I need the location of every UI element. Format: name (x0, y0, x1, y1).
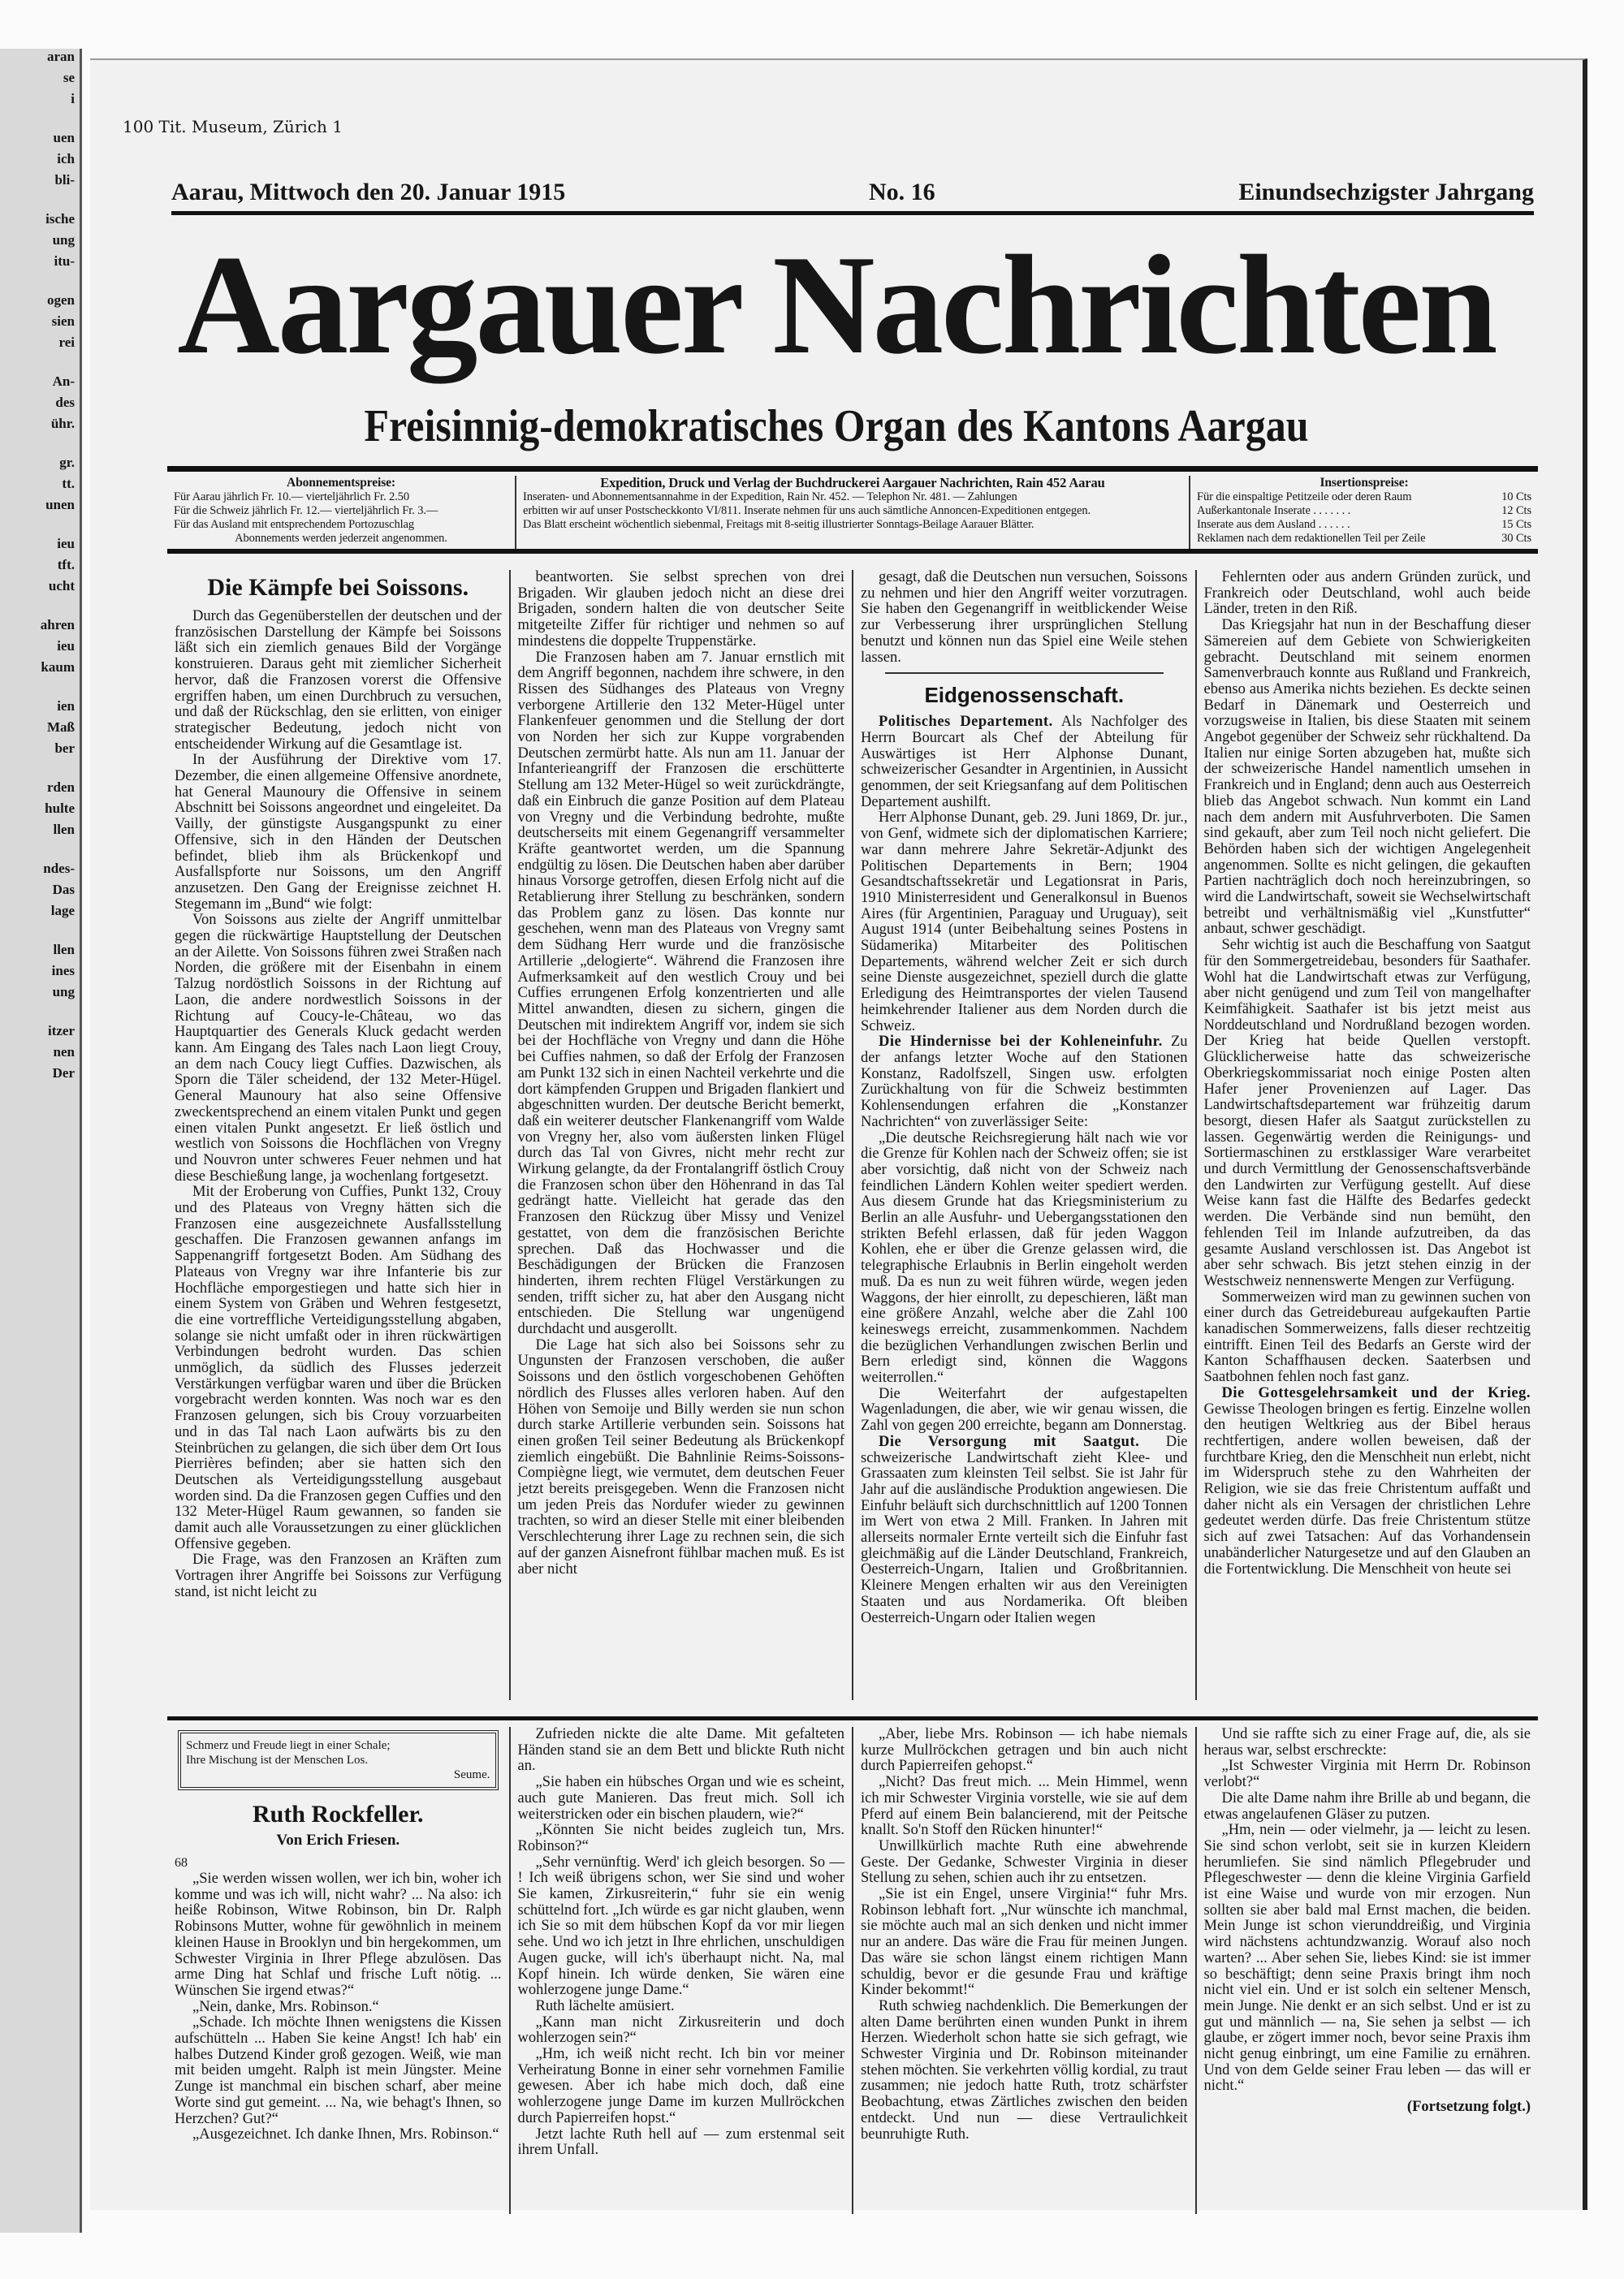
adjacent-page-fragment: ber (54, 740, 75, 756)
subscription-prices (167, 476, 516, 549)
publisher-title: Expedition, Druck und Verlag der Buchdruckerei Aargauer Nachrichten, Rain 452 Aarau (600, 476, 1105, 490)
paragraph-text: Durch das Gegenüberstellen der deutschen und der französischen Darstellung der Kämpfe bei Soissons läßt sich ein ziemlich genaues Bild der Vorgänge konstruieren. Daraus geht mit ziemlicher Sicherheit hervor, daß die Franzosen vorerst die Offensive ergriffen haben, um einen Durchbruch zu versuchen, und daß der Rückschlag, den sie erlitten, von einiger strategischer Bedeutung, jedoch nicht von entscheidender Wirkung auf die Gesamtlage ist. (175, 608, 502, 753)
ad-price: 15 Cts (1501, 518, 1531, 531)
paragraph (518, 2015, 845, 2047)
feuilleton-column-4 (1197, 1727, 1539, 2214)
adjacent-page-fragment: ieu (57, 536, 75, 551)
paragraph-lead: Die Gottesgelehrsamkeit und der Krieg. (1221, 1384, 1531, 1401)
paragraph-lead: Politisches Departement. (879, 714, 1053, 731)
ad-price-label: Reklamen nach dem redaktionellen Teil per Zeile (1197, 532, 1426, 545)
paragraph-text: Zu der anfangs letzter Woche auf den Stationen Konstanz, Radolfszell, Singen usw. erfolgten Zurückhaltung von für die Schweiz bestimmten Kohlensendungen erfahren die „Konstanzer Nachrichten“ von zuverlässiger Seite: (861, 1034, 1188, 1130)
paragraph (518, 1855, 845, 1999)
paragraph-text: „Schade. Ich möchte Ihnen wenigstens die Kissen aufschütteln ... Haben Sie keine Angst! Ich hab' ein halbes Dutzend Kinder groß gezogen. Weiß, wie man mit beiden umgeht. Ralph ist mein Jüngster. Meine Zunge ist manchmal ein bischen scharf, aber meine Worte sind gut gemeint. ... Na, wie behagt's Ihnen, so Herzchen? Gut?“ (175, 2014, 502, 2127)
column-4 (1197, 570, 1539, 1700)
adjacent-page-fragment: bli- (54, 172, 75, 188)
adjacent-page-fragment: ucht (48, 578, 75, 593)
article-body (1204, 570, 1531, 1578)
paragraph-text: Als Nachfolger des Herrn Bourcart als Chef der Abteilung für Auswärtiges ist Herr Alphonse Dunant, schweizerischer Gesandter in Argentinien, in Aussicht genommen, der seit Kriegsanfang auf dem Politischen Departement aushilft. (861, 714, 1188, 810)
adjacent-page-fragment: tft. (57, 557, 75, 572)
paragraph (1204, 570, 1531, 618)
paragraph (861, 570, 1188, 666)
subscription-line: Für die Schweiz jährlich Fr. 12.— vierteljährlich Fr. 3.— (174, 504, 438, 517)
paragraph-text: Herr Alphonse Dunant, geb. 29. Juni 1869, Dr. jur., von Genf, widmete sich der diplomatischen Karriere; war dann mehrere Jahre Sekretär-Adjunkt des Politischen Departements in Bern; 1904 Gesandtschaftssekretär und Legationsrat in Paris, 1910 Ministerresident und Generalkonsul in Buenos Aires (für Argentinien, Paraguay und Uruguay), seit August 1914 (unter Beibehaltung seines Postens in Südamerika) Mitarbeiter des Politischen Departements, während welcher Zeit er sich durch seine Dienste ausgezeichnet, speziell durch die glatte Erledigung des Heimtransportes der vielen Tausend heimkehrender Italiener aus dem Norden durch die Schweiz. (861, 809, 1188, 1034)
paragraph (861, 1839, 1188, 1887)
continued-note: (Fortsetzung folgt.) (1406, 2099, 1531, 2116)
paragraph (518, 570, 845, 650)
paragraph (861, 1034, 1188, 1130)
paragraph-text: gesagt, daß die Deutschen nun versuchen, Soissons zu nehmen und hier den Angriff weiter vorzutragen. Sie haben den Gegenangriff in weitblickender Weise zur Verbesserung ihrer ursprünglichen Stellung benutzt und können nun das Spiel eine Weile stehen lassen. (861, 570, 1188, 666)
paragraph-text: „Könnten Sie nicht beides zugleich tun, Mrs. Robinson?“ (517, 1822, 844, 1854)
motto-author: Seume. (453, 1768, 490, 1781)
info-bar (167, 466, 1538, 554)
paragraph-text: „Sie haben ein hübsches Organ und wie es scheint, auch gute Manieren. Das freut mich. Soll ich weiterstricken oder ein bischen plaudern, wie?“ (517, 1774, 844, 1823)
adjacent-page-fragment: ieu (57, 638, 75, 654)
ad-price: 12 Cts (1501, 504, 1531, 517)
adjacent-page-fragment: aran (47, 49, 75, 64)
section-divider (885, 672, 1164, 674)
paragraph-text: Die Lage hat sich also bei Soissons sehr zu Ungunsten der Franzosen verschoben, die außer Soissons und den östlich vorgeschobenen Gehöften nördlich des Flusses alles verloren haben. Auf den Höhen von Semoije und Billy werden sie nun schon durch starke Artillerie verbunden sein. Soissons hat einen großen Teil seiner Bedeutung als Brückenkopf ziemlich eingebüßt. Die Bahnlinie Reims-Soissons-Compiègne liegt, wie vermutet, dem deutschen Feuer jetzt bereits preisgegeben. Wenn die Franzosen nicht um jeden Preis das Nordufer wieder zu gewinnen trachten, so wird an dieser Stelle mit einer bleibenden Verschlechterung ihrer Lage zu rechnen sein, die sich auf der ganzen Aisnefront fühlbar machen muß. Es ist aber nicht (517, 1336, 844, 1578)
paragraph (861, 1775, 1188, 1839)
adjacent-page-fragment: ung (52, 232, 75, 248)
section-heading: Eidgenossenschaft. (924, 683, 1125, 708)
adjacent-page-fragment: lage (50, 903, 75, 918)
paragraph (861, 1131, 1188, 1387)
publisher-line: erbitten wir auf unser Postscheckkonto VI/811. Inserate nehmen für uns auch sämtliche Annoncen-Expeditionen entgegen. (523, 504, 1091, 517)
paragraph-text: „Sehr vernünftig. Werd' ich gleich besorgen. So — ! Ich weiß übrigens schon, wer Sie sind und woher Sie kamen, Zirkusreiterin,“ fuhr sie ein wenig schüttelnd fort. „Ich würde es gar nicht glauben, wenn ich Sie so mit dem hübschen Kopf da vor mir liegen sehe. Und wo ich jetzt in Ihre ehrlichen, unschuldigen Augen gucke, will ich's überhaupt nicht. Na, mal Kopf hinein. Ich würde denken, Sie wären eine wohlerzogene junge Dame.“ (517, 1854, 844, 1999)
story-body (1204, 1727, 1531, 2095)
paragraph (175, 913, 502, 1185)
paragraph-text: Das Kriegsjahr hat nun in der Beschaffung dieser Sämereien auf dem Gebiete von Schwierigkeiten gebracht. Deutschland mit seinem enormen Samenverbrauch konnte aus Rußland und Frankreich, ebenso aus Amerika nichts beziehen. Es deckte seinen Bedarf in Dänemark und Oesterreich und vorzugsweise in Italien, bis diese Staaten mit seinem Angebot gegenüber der Schweiz sehr rückhaltend. Da Italien nur einige Sorten abzugeben hat, mußte sich der schweizerische Handel namentlich umsehen in Frankreich und in England; denn auch aus Oesterreich blieb das Angebot schwach. Nun kommt ein Land nach dem andern mit Ausfuhrverboten. Die Samen sind gekauft, aber zum Teil noch nicht geliefert. Die Behörden haben sich der wichtigen Angelegenheit angenommen. Sollte es nicht gelingen, die gekauften Partien nachträglich doch noch hereinzubringen, so wird die Landwirtschaft, soweit sie Wechselwirtschaft betreibt und verhältnismäßig viel „Kunstfutter“ anbaut, schwer geschädigt. (1203, 617, 1531, 938)
motto-box (178, 1730, 499, 1790)
paragraph-text: „Hm, ich weiß nicht recht. Ich bin vor meiner Verheiratung Bonne in einer sehr vornehmen Familie gewesen. Aber ich habe mich doch, daß eine wohlerzogene junge Dame im kurzen Mullröckchen durch Papierreifen hopst.“ (517, 2046, 844, 2126)
paragraph (1204, 1290, 1531, 1386)
story-body (861, 1727, 1188, 2143)
feuilleton-column-1 (167, 1727, 511, 2214)
adjacent-page-fragment: gr. (59, 455, 75, 470)
adjacent-page-fragment: i (71, 91, 75, 106)
motto-line: Ihre Mischung ist der Menschen Los. (186, 1754, 369, 1767)
paragraph-lead: Die Versorgung mit Saatgut. (879, 1433, 1140, 1450)
article-body (861, 570, 1188, 666)
column-3 (853, 570, 1197, 1700)
story-body (175, 1871, 502, 2143)
ad-price-row (1197, 490, 1531, 504)
masthead-title: Aargauer Nachrichten (177, 226, 1496, 383)
adjacent-page-fragment: Maß (47, 719, 75, 735)
paragraph-text: In der Ausführung der Direktive vom 17. Dezember, die einen allgemeine Offensive anordnete, hat General Maunoury die Offensive in seinem Abschnitt bei Soissons angeordnet und eingeleitet. Da Vailly, der günstigste Ausgangspunkt zu einer Offensive, sich in den Händen der Deutschen befindet, blieb ihm als Brückenkopf und Ausfallspforte nur Soissons, um den Angriff anzusetzen. Den Gang der Ereignisse zeichnet H. Stegemann im „Bund“ wie folgt: (175, 752, 502, 913)
advertising-prices (1190, 476, 1538, 549)
paragraph (175, 2127, 502, 2143)
adjacent-page-fragment: ien (57, 698, 75, 714)
advertising-title: Insertionspreise: (1320, 476, 1409, 490)
masthead-subtitle: Freisinnig-demokratisches Organ des Kantons Aargau (364, 399, 1309, 451)
paragraph (175, 2015, 502, 2127)
ad-price-row (1197, 504, 1531, 518)
paragraph (518, 1999, 845, 2015)
adjacent-page-fragment: ühr. (50, 416, 75, 431)
story-byline: Von Erich Friesen. (276, 1832, 400, 1849)
paragraph-text: beantworten. Sie selbst sprechen von drei Brigaden. Wir glauben jedoch nicht an diese drei Brigaden, sondern halten die von deutscher Seite mitgeteilte Ziffer für richtiger und nehmen so auf mindestens die doppelte Truppenstärke. (517, 570, 844, 650)
paragraph-text: Und sie raffte sich zu einer Frage auf, die, als sie heraus war, selbst erschreckte: (1203, 1727, 1531, 1759)
adjacent-page-fragment: se (63, 70, 75, 85)
paragraph (1204, 1791, 1531, 1823)
paragraph-text: Ruth lächelte amüsiert. (535, 1997, 675, 2014)
paragraph (861, 1387, 1188, 1435)
paragraph (1204, 1759, 1531, 1790)
feuilleton-column-2 (511, 1727, 854, 2214)
adjacent-page-fragment: uen (53, 130, 75, 145)
adjacent-page-fragment: itu- (54, 253, 75, 269)
adjacent-page-fragment: des (55, 395, 75, 410)
paragraph (175, 609, 502, 753)
adjacent-page-fragment: llen (53, 942, 75, 957)
feuilleton-columns (167, 1716, 1538, 2214)
paragraph (1204, 1386, 1531, 1578)
ad-price-label: Außerkantonale Inserate . . . . . . . (1197, 504, 1351, 517)
paragraph (861, 1727, 1188, 1775)
story-body (518, 1727, 845, 2159)
paragraph (1204, 618, 1531, 938)
paragraph (518, 1338, 845, 1578)
publisher-line: Das Blatt erscheint wöchentlich siebenmal, Freitags mit 8-seitig illustrierter Sonntags-Beilage Aarauer Blätter. (523, 518, 1034, 531)
adjacent-page-fragment: ahren (40, 617, 75, 632)
adjacent-page-fragment: nen (53, 1044, 75, 1060)
adjacent-page-fragment: ines (51, 963, 75, 978)
ad-price-label: Inserate aus dem Ausland . . . . . . (1197, 518, 1350, 531)
paragraph (175, 1552, 502, 1600)
adjacent-page-fragment: kaum (41, 659, 75, 675)
column-2 (511, 570, 854, 1700)
paragraph (861, 1887, 1188, 1999)
motto-line: Schmerz und Freude liegt in einer Schale; (186, 1739, 391, 1752)
adjacent-page-fragment: An- (52, 373, 75, 389)
news-columns (167, 570, 1538, 1700)
paragraph-text: „Sie werden wissen wollen, wer ich bin, woher ich komme und was ich will, nicht wahr? ... Na also: ich heiße Robinson, Witwe Robinson, bin Dr. Ralph Robinsons Mutter, wohne für gewöhnlich in meinem kleinen Hause in Brooklyn und bin hergekommen, um Schwester Virginia in Ihrer Pflege abzulösen. Das arme Ding hat Schlaf und frische Luft nötig. ... Wünschen Sie irgend etwas?“ (175, 1871, 502, 1999)
story-title: Ruth Rockfeller. (252, 1801, 424, 1828)
paragraph (518, 1727, 845, 1775)
paragraph-text: Ruth schwieg nachdenklich. Die Bemerkungen der alten Dame berührten einen wunden Punkt in ihrem Herzen. Wiederholt schon hatte sie sich gefragt, wie Schwester Virginia und Dr. Robinson miteinander stehen möchten. Sie verkehrten völlig kordial, zu traut zusammen; nie jedoch hatte Ruth, trotz schärfster Beobachtung, etwas Zärtliches zwischen den beiden entdeckt. Und nun — diese Vertraulichkeit beunruhigte Ruth. (861, 1997, 1188, 2143)
adjacent-page-fragment: unen (45, 497, 75, 512)
publisher-line: Inseraten- und Abonnementsannahme in der Expedition, Rain Nr. 452. — Telephon Nr. 481. — Zahlungen (523, 490, 1017, 503)
adjacent-page-fragment: ich (57, 151, 75, 166)
issue-date: Aarau, Mittwoch den 20. Januar 1915 (171, 179, 566, 205)
paragraph (861, 810, 1188, 1034)
volume-year: Einundsechzigster Jahrgang (1238, 179, 1534, 205)
paragraph-text: „Kann man nicht Zirkusreiterin und doch wohlerzogen sein?“ (517, 2014, 844, 2047)
adjacent-page-fragment: ogen (47, 292, 75, 308)
paragraph (1204, 938, 1531, 1289)
paragraph (175, 1871, 502, 2000)
paragraph (861, 1435, 1188, 1626)
subscription-title: Abonnementspreise: (287, 476, 395, 490)
paragraph-text: Sommerweizen wird man zu gewinnen suchen von einer durch das Getreidebureau aufgekauften Partie kanadischen Sommerweizens, falls dieser rechtzeitig eintrifft. Einen Teil des Bedarfs an Gerste wird der Kanton Schaffhausen decken. Saaterbsen und Saatbohnen fehlen noch fast ganz. (1203, 1288, 1531, 1386)
paragraph (1204, 1727, 1531, 1759)
paragraph-text: „Aber, liebe Mrs. Robinson — ich habe niemals kurze Mullröckchen getragen und bin auch nicht durch Papierreifen gehopst.“ (861, 1727, 1188, 1775)
ad-price-label: Für die einspaltige Petitzeile oder deren Raum (1197, 490, 1412, 503)
subscription-line: Abonnements werden jederzeit angenommen. (235, 532, 447, 545)
library-stamp: 100 Tit. Museum, Zürich 1 (123, 117, 343, 136)
paragraph (518, 2047, 845, 2127)
adjacent-page-strip (0, 49, 82, 2233)
paragraph-text: Sehr wichtig ist auch die Beschaffung von Saatgut für den Sommergetreidebau, besonders für Saathafer. Wohl hat die Landwirtschaft etwas zur Verfügung, aber nicht genügend und zum Teil von mangelhafter Keimfähigkeit. Saathafer ist bis jetzt meist aus Norddeutschland und Nordrußland bezogen worden. Der Krieg hat beide Quellen verstopft. Glücklicherweise hatte das schweizerische Oberkriegskommissariat noch einige Posten alten Hafer jener Provenienzen auf Lager. Das Landwirtschaftsdepartement war frühzeitig darum besorgt, diesen Hafer als Saatgut zurückstellen zu lassen. Gegenwärtig werden die Reinigungs- und Sortiermaschinen zu erstklassiger Ware verarbeitet und durch Vermittlung der Genossenschaftsverbände den Landwirten zur Verfügung gestellt. Auf diese Weise kann fast die Hälfte des Bedarfes gedeckt werden. Die Verbände sind nun bemüht, den fehlenden Teil im Inlande aufzutreiben, da das gesamte Ausland verschlossen ist. Das Angebot ist aber sehr schwach. Bis jetzt stehen einzig in der Westschweiz nennenswerte Mengen zur Verfügung. (1203, 937, 1531, 1289)
ad-price: 30 Cts (1501, 532, 1531, 545)
paragraph-text: Die Frage, was den Franzosen an Kräften zum Vortragen ihrer Angriffe bei Soissons zur Verfügung stand, ist nicht leicht zu (175, 1552, 502, 1600)
adjacent-page-fragment: rden (47, 779, 75, 795)
adjacent-page-fragment: ische (45, 211, 75, 227)
paragraph-text: „Die deutsche Reichsregierung hält nach wie vor die Grenze für Kohlen nach der Schweiz offen; sie ist aber vorsichtig, daß nicht von der Schweiz nach feindlichen Ländern Kohlen weiter spediert werden. Aus diesem Grunde hat das Kriegsministerium zu Berlin an alle Ausfuhr- und Uebergangsstationen den strikten Befehl erlassen, daß für jeden Waggon Kohlen, ehe er über die Grenze gelassen wird, die telegraphische Erlaubnis in Berlin eingeholt werden muß. Da es nun zu weit führen würde, wegen jeden Waggons, der hier einrollt, zu depeschieren, läßt man eine größere Anzahl, welche aber die Zahl 100 keineswegs erreicht, zusammenkommen. Nachdem die bezüglichen Verhandlungen zwischen Berlin und Bern erledigt sind, können die Waggons weiterrollen.“ (861, 1129, 1188, 1387)
paragraph-text: Mit der Eroberung von Cuffies, Punkt 132, Crouy und des Plateaus von Vregny hätten sich die Franzosen eine ausgezeichnete Ausfallsstellung geschaffen. Die Franzosen gewannen anfangs im Sappenangriff fortgesetzt Boden. Am Südhang des Plateaus von Vregny war ihre Infanterie bis zur Hochfläche emporgestiegen und hatte sich hier in einem System von Gräben und Wehren festgesetzt, die eine vortreffliche Verteidigungsstellung abgaben, solange sie nicht umfaßt oder in ihren rückwärtigen Verbindungen bedroht wurden. Das schien unmöglich, da südlich des Flusses jederzeit Verstärkungen verfügbar waren und über die Brücken vorgebracht werden konnten. Was noch war es den Franzosen gelungen, sich bis Crouy vorzuarbeiten und in das Tal nach Laon aufwärts bis zu den Steinbrüchen zu gelangen, die sich über dem Ort Ious Pierrières befinden; aber sie hatten sich den Deutschen als Verteidigungsstellung ausgebaut worden sind. Da die Franzosen gegen Cuffies und den 132 Meter-Hügel Raum gewannen, so fanden sie damit auch alle Voraussetzungen zu einer glücklichen Offensive gegeben. (175, 1184, 502, 1552)
article-body (175, 609, 502, 1601)
paragraph-text: Fehlernten oder aus andern Gründen zurück, und Frankreich oder Deutschland, wohl auch beide Länder, treten in den Riß. (1203, 570, 1531, 618)
paragraph (518, 1775, 845, 1823)
subscription-line: Für das Ausland mit entsprechendem Portozuschlag (174, 518, 415, 531)
paragraph-text: Jetzt lachte Ruth hell auf — zum erstenmal seit ihrem Unfall. (517, 2126, 844, 2159)
adjacent-page-fragment: Das (52, 882, 75, 897)
adjacent-page-fragment: hulte (45, 801, 75, 816)
article-headline: Die Kämpfe bei Soissons. (207, 574, 469, 601)
paragraph (175, 753, 502, 913)
paragraph-text: Zufrieden nickte die alte Dame. Mit gefalteten Händen stand sie an dem Bett und blickte Ruth nicht an. (517, 1727, 844, 1775)
newspaper-page (90, 58, 1587, 2210)
column-1 (167, 570, 511, 1700)
paragraph-text: Von Soissons aus zielte der Angriff unmittelbar gegen die rückwärtige Hauptstellung der Deutschen an der Ailette. Von Soissons führen zwei Straßen nach Norden, die größere mit der Eisenbahn in einem Talzug nordöstlich Soissons in der Richtung auf Laon, die andere nordwestlich Soissons in der Richtung auf Coucy-le-Château, wo das Hauptquartier des Generals Kluck gedacht werden kann. Am Eingang des Tales nach Laon liegt Crouy, an dem nach Coucy liegt Cuffies. Dazwischen, als Sporn die Täler scheidend, der 132 Meter-Hügel. General Maunoury hat also seine Offensive zweckentsprechend an einem vitalen Punkt und gegen einen vitalen Punkt angesetzt. Er ließ östlich und westlich von Soissons die Hochflächen von Vregny und Nouvron unter schweres Feuer nehmen und hat diese Beschießung lange, ja wochenlang fortgesetzt. (175, 912, 502, 1185)
paragraph (518, 1823, 845, 1854)
adjacent-page-fragment: ung (52, 984, 75, 999)
adjacent-page-fragment: rei (58, 335, 75, 350)
article-body (518, 570, 845, 1578)
paragraph (518, 650, 845, 1338)
paragraph (175, 1185, 502, 1552)
adjacent-page-fragment: ndes- (43, 861, 75, 876)
feuilleton-column-3 (853, 1727, 1197, 2214)
paragraph-text: „Ausgezeichnet. Ich danke Ihnen, Mrs. Robinson.“ (192, 2126, 499, 2143)
paragraph (1204, 1823, 1531, 2095)
paragraph-text: Unwillkürlich machte Ruth eine abwehrende Geste. Der Gedanke, Schwester Virginia in dieser Stellung zu sehen, schien auch ihr zu entsetzen. (861, 1837, 1188, 1887)
paragraph (518, 2127, 845, 2159)
issue-number: No. 16 (868, 179, 935, 205)
article-body (861, 714, 1188, 1626)
adjacent-page-fragment: tt. (62, 476, 75, 491)
paragraph-text: „Nein, danke, Mrs. Robinson.“ (192, 1998, 379, 2015)
paragraph (861, 714, 1188, 810)
paragraph-text: „Ist Schwester Virginia mit Herrn Dr. Robinson verlobt?“ (1203, 1758, 1531, 1791)
adjacent-page-fragment: Der (52, 1065, 75, 1081)
adjacent-page-fragment: llen (53, 822, 75, 837)
paragraph-text: „Hm, nein — oder vielmehr, ja — leicht zu lesen. Sie sind schon verlobt, seit sie in kurzen Kleidern herumliefen. Sie sind nämlich Pflegebruder und Pflegeschwester — denn die kleine Virginia Garfield ist eine Waise und wurde von mir erzogen. Nun sollten sie aber bald mal Ernst machen, die beiden. Mein Junge ist schon vierunddreißig, und Virginia wird nächstens achtundzwanzig. Worauf also noch warten? ... Aber sehen Sie, liebes Kind: sie ist immer so beschäftigt; denn seine Praxis bringt ihm noch nicht viel ein. Und er ist solch ein seltener Mensch, mein Junge. Nie denkt er an sich selbst. Und er ist zu gut und männlich — na, Sie sehen ja selbst — ich glaube, er zögert immer noch, bevor seine Praxis ihm nicht genug einbringt, um eine Familie zu ernähren. Und von dem Gelde seiner Frau leben — das will er nicht.“ (1203, 1822, 1531, 2095)
paragraph-lead: Die Hindernisse bei der Kohleneinfuhr. (879, 1034, 1163, 1051)
paragraph-text: „Sie ist ein Engel, unsere Virginia!“ fuhr Mrs. Robinson lebhaft fort. „Nur wünschte ich manchmal, sie möchte auch mal an sich denken und nicht immer nur an andere. Das wäre die Frau für meinen Jungen. Das wäre sie schon längst einem richtigen Mann schuldig, bevor er die gesunde Frau und kräftige Kinder bekommt!“ (861, 1886, 1188, 1999)
paragraph-text: Die alte Dame nahm ihre Brille ab und begann, die etwas angelaufenen Gläser zu putzen. (1203, 1789, 1531, 1823)
publisher-info (516, 476, 1190, 549)
adjacent-page-fragment: itzer (47, 1023, 75, 1038)
paragraph-text: Die Weiterfahrt der aufgestapelten Wagenladungen, die aber, wie wir genau wissen, die Zahl von gegen 200 erreichte, begann am Donnerstag. (861, 1385, 1188, 1435)
paragraph-text: Die Franzosen haben am 7. Januar ernstlich mit dem Angriff begonnen, nachdem ihre schwere, in den Rissen des Südhanges des Plateaus von Vregny verborgene Artillerie den 132 Meter-Hügel unter Flankenfeuer genommen und die Stellung der dort von Norden her sich zur Kuppe vorgrabenden Deutschen zermürbt hatte. Als nun am 11. Januar der Infanterieangriff der Franzosen die erschütterte Stellung am 132 Meter-Hügel so weit zurückdrängte, daß ein Einbruch die ganze Position auf dem Plateau von Vregny und die Verbindung bedrohte, mußte deutscherseits mit einem Gegenangriff versammelter Kräfte geantwortet werden, um die Spannung endgültig zu lösen. Die Deutschen haben aber darüber hinaus Vorsorge getroffen, diesen Erfolg nicht auf die Retablierung ihrer Stellung zu beschränken, sondern das Problem ganz zu lösen. Das konnte nur geschehen, wenn man des Plateaus von Vregny samt dem Südhang Herr wurde und die französische Artillerie „delogierte“. Während die Franzosen ihre Aufmerksamkeit auf den westlich Crouy und bei Cuffies errungenen Erfolg konzentrierten und alle Mittel anwandten, diesen zu sichern, gingen die Deutschen mit indirektem Angriff vor, indem sie sich bei der Hochfläche von Vregny und dann die Höhe bei Cuffies nahmen, so daß der Erfolg der Franzosen am Punkt 132 sich in einen Nachteil verkehrte und die dort kämpfenden Gruppen und Brigaden flankiert und abgeschnitten wurden. Der deutsche Bericht bemerkt, daß ein weiterer deutscher Flankenangriff vom Walde von Vregny her, also vom äußersten linken Flügel durch das Tal von Givres, nicht mehr recht zur Wirkung gelangte, da der Frontalangriff östlich Crouy die Franzosen schon über den Höhenrand in das Tal gedrängt hatte. Vielleicht hat gerade das den Franzosen den Rückzug über Missy und Venizel gestattet, von dem die französischen Berichte sprechen. Daß das Hochwasser und die Beschädigungen der Brücken die Franzosen hinderten, ihrem rechten Flügel Verstärkungen zu senden, trifft sicher zu, hat aber den Ausgang nicht entschieden. Die Stellung war ungenügend durchdacht und ausgerollt. (517, 649, 844, 1338)
ad-price: 10 Cts (1501, 490, 1531, 503)
paragraph-text: Gewisse Theologen bringen es fertig. Einzelne wollen den heutigen Weltkrieg aus der Bibel heraus rechtfertigen, andere wollen beweisen, daß der furchtbare Krieg, den die Menschheit nun erlebt, nicht im Widerspruch stehe zu den Wahrheiten der Religion, wie sie das freie Christentum auffaßt und daher nicht als ein Versagen der christlichen Lehre gedeutet werden dürfe. Das freie Christentum stütze sich auf zwei Tatsachen: Auf das Vorhandensein unabänderlicher Naturgesetze und auf den Glauben an die Fortentwicklung. Die Menschheit von heute sei (1203, 1401, 1531, 1578)
ad-price-row (1197, 518, 1531, 532)
dateline (171, 174, 1534, 215)
paragraph (175, 2000, 502, 2016)
installment-number: 68 (175, 1856, 188, 1870)
ad-price-row (1197, 532, 1531, 546)
paragraph (861, 1999, 1188, 2143)
subscription-line: Für Aarau jährlich Fr. 10.— vierteljährlich Fr. 2.50 (174, 490, 409, 503)
paragraph-text: Die schweizerische Landwirtschaft zieht Klee- und Grassaaten zum kleinsten Teil selbst. Sie ist Jahr für Jahr auf die ausländische Produktion angewiesen. Die Einfuhr beläuft sich durchschnittlich auf 1200 Tonnen im Wert von etwa 2 Mill. Franken. In Jahren mit allerseits normaler Ernte verteilt sich die Einfuhr fast gleichmäßig auf die Länder Deutschland, Frankreich, Oesterreich-Ungarn, Italien und Großbritannien. Kleinere Mengen erhalten wir aus den Vereinigten Staaten und aus Nordamerika. Oft bleiben Oesterreich-Ungarn oder Italien wegen (861, 1433, 1188, 1626)
paragraph-text: „Nicht? Das freut mich. ... Mein Himmel, wenn ich mir Schwester Virginia vorstelle, wie sie auf dem Pferd auf einem Bein balancierend, mit der Peitsche knallt. So'n Stoff den Rücken hinunter!“ (861, 1774, 1188, 1839)
adjacent-page-fragment: sien (51, 313, 75, 329)
